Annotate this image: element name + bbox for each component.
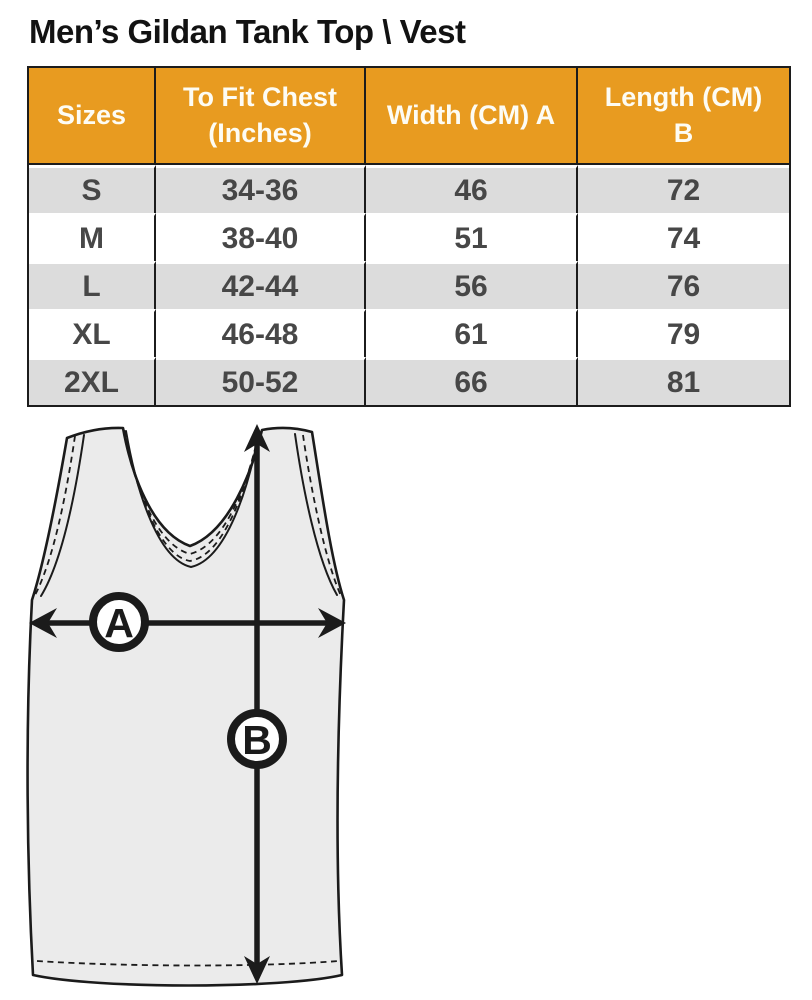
size-table-header <box>29 68 789 165</box>
cell-width: 56 <box>366 261 578 309</box>
col-header-sizes <box>29 68 156 165</box>
cell-width: 51 <box>366 213 578 261</box>
cell-chest: 38-40 <box>156 213 366 261</box>
table-row-xl <box>29 309 789 357</box>
cell-width: 66 <box>366 357 578 405</box>
cell-chest: 50-52 <box>156 357 366 405</box>
size-table <box>27 66 791 407</box>
cell-chest: 34-36 <box>156 165 366 213</box>
cell-size: 2XL <box>29 357 156 405</box>
table-row-s <box>29 165 789 213</box>
header-line: Width (CM) A <box>386 99 556 130</box>
page-title: Men’s Gildan Tank Top \ Vest <box>29 13 466 50</box>
cell-size: XL <box>29 309 156 357</box>
cell-chest: 46-48 <box>156 309 366 357</box>
cell-size: M <box>29 213 156 261</box>
cell-length: 74 <box>578 213 789 261</box>
cell-size: S <box>29 165 156 213</box>
length-label-b: B <box>242 717 272 763</box>
table-row-2xl <box>29 357 789 405</box>
width-label-a: A <box>104 600 134 646</box>
cell-chest: 42-44 <box>156 261 366 309</box>
col-header-width <box>366 68 578 165</box>
header-line: B <box>673 117 694 148</box>
header-row <box>29 68 789 165</box>
tank-top-outline <box>28 428 344 986</box>
header-line: Length (CM) <box>604 82 763 113</box>
header-line: To Fit Chest <box>183 82 337 113</box>
size-table-body <box>29 165 789 405</box>
cell-length: 76 <box>578 261 789 309</box>
header-line: (Inches) <box>208 117 312 148</box>
cell-size: L <box>29 261 156 309</box>
tank-top-measurement-diagram <box>0 410 406 1000</box>
col-header-length <box>578 68 789 165</box>
col-header-chest <box>156 68 366 165</box>
cell-length: 79 <box>578 309 789 357</box>
header-line: Sizes <box>56 99 127 130</box>
cell-width: 61 <box>366 309 578 357</box>
cell-width: 46 <box>366 165 578 213</box>
table-row-m <box>29 213 789 261</box>
tank-top-svg <box>0 410 406 1000</box>
cell-length: 72 <box>578 165 789 213</box>
table-row-l <box>29 261 789 309</box>
cell-length: 81 <box>578 357 789 405</box>
